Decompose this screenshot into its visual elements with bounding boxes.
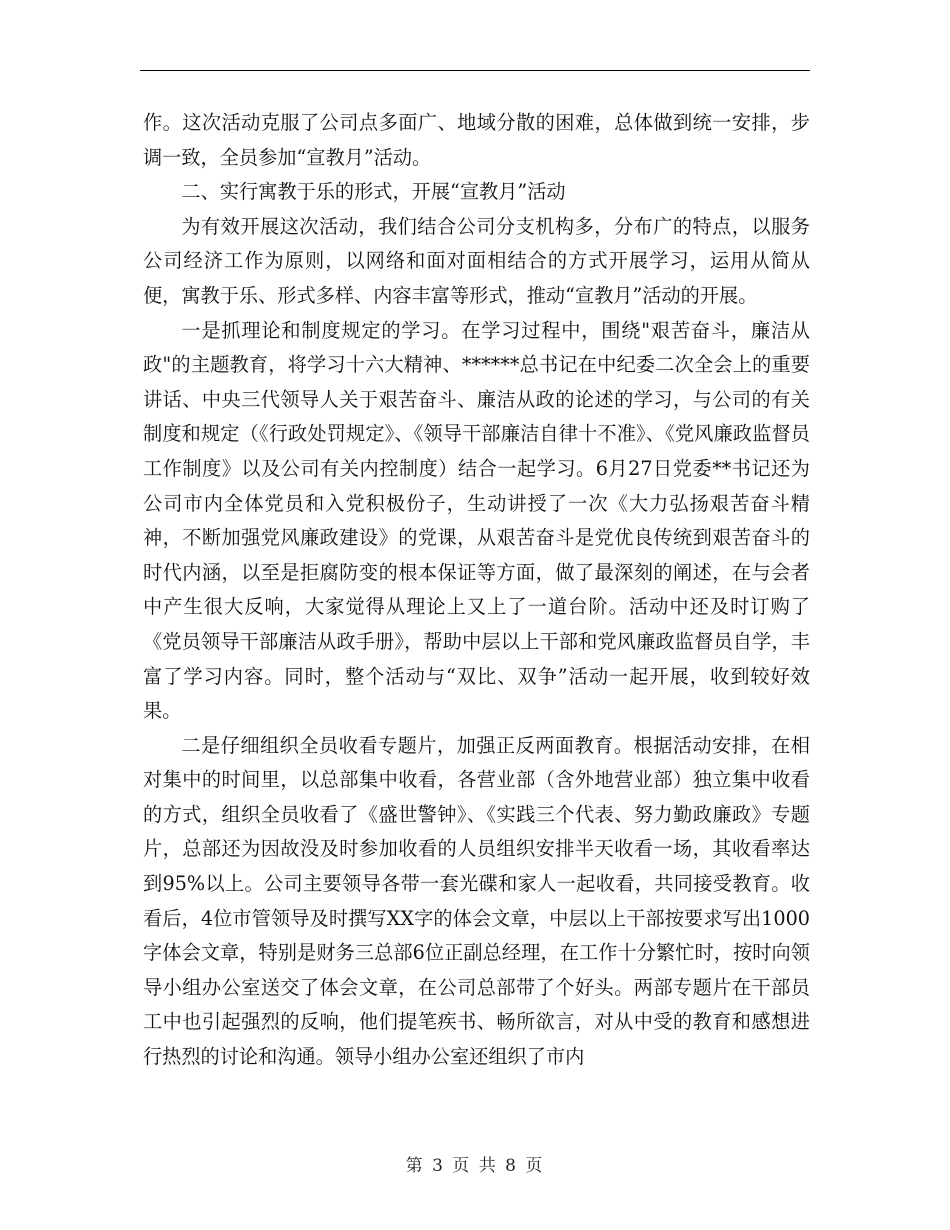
- header-rule: [140, 70, 810, 71]
- paragraph-film-viewing: 二是仔细组织全员收看专题片，加强正反两面教育。根据活动安排，在相对集中的时间里，以总部集中收看，各营业部（含外地营业部）独立集中收看的方式，组织全员收看了《盛世警钟》、《实践三个代表、努力勤政廉政》专题片，总部还为因故没及时参加收看的人员组织安排半天收看一场，其收看率达到95%以上。公司主要领导各带一套光碟和家人一起收看，共同接受教育。收看后，4位市管领导及时撰写XX字的体会文章，中层以上干部按要求写出1000字体会文章，特别是财务三总部6位正副总经理，在工作十分繁忙时，按时向领导小组办公室送交了体会文章，在公司总部带了个好头。两部专题片在干部员工中也引起强烈的反响，他们提笔疾书、畅所欲言，对从中受的教育和感想进行热烈的讨论和沟通。领导小组办公室还组织了市内: [143, 733, 810, 1069]
- section-heading: 二、实行寓教于乐的形式，开展“宣教月”活动: [181, 180, 566, 204]
- page-number-footer: 第 3 页 共 8 页: [405, 1156, 545, 1176]
- document-body: [143, 106, 810, 1075]
- paragraph-continuation: 作。这次活动克服了公司点多面广、地域分散的困难，总体做到统一安排，步调一致，全员参加“宣教月”活动。: [143, 111, 810, 169]
- paragraph-theory-study: 一是抓理论和制度规定的学习。在学习过程中，围绕"艰苦奋斗，廉洁从政"的主题教育，将学习十六大精神、******总书记在中纪委二次全会上的重要讲话、中央三代领导人关于艰苦奋斗、廉洁从政的论述的学习，与公司的有关制度和规定（《行政处罚规定》、《领导干部廉洁自律十不准》、《党风廉政监督员工作制度》以及公司有关内控制度）结合一起学习。6月27日党委**书记还为公司市内全体党员和入党积极份子，生动讲授了一次《大力弘扬艰苦奋斗精神，不断加强党风廉政建设》的党课，从艰苦奋斗是党优良传统到艰苦奋斗的时代内涵，以至是拒腐防变的根本保证等方面，做了最深刻的阐述，在与会者中产生很大反响，大家觉得从理论上又上了一道台阶。活动中还及时订购了《党员领导干部廉洁从政手册》，帮助中层以上干部和党风廉政监督员自学，丰富了学习内容。同时，整个活动与“双比、双争”活动一起开展，收到较好效果。: [143, 318, 810, 723]
- paragraph-intro: 为有效开展这次活动，我们结合公司分支机构多，分布广的特点，以服务公司经济工作为原则，以网络和面对面相结合的方式开展学习，运用从简从便，寓教于乐、形式多样、内容丰富等形式，推动“宣教月”活动的开展。: [143, 214, 810, 307]
